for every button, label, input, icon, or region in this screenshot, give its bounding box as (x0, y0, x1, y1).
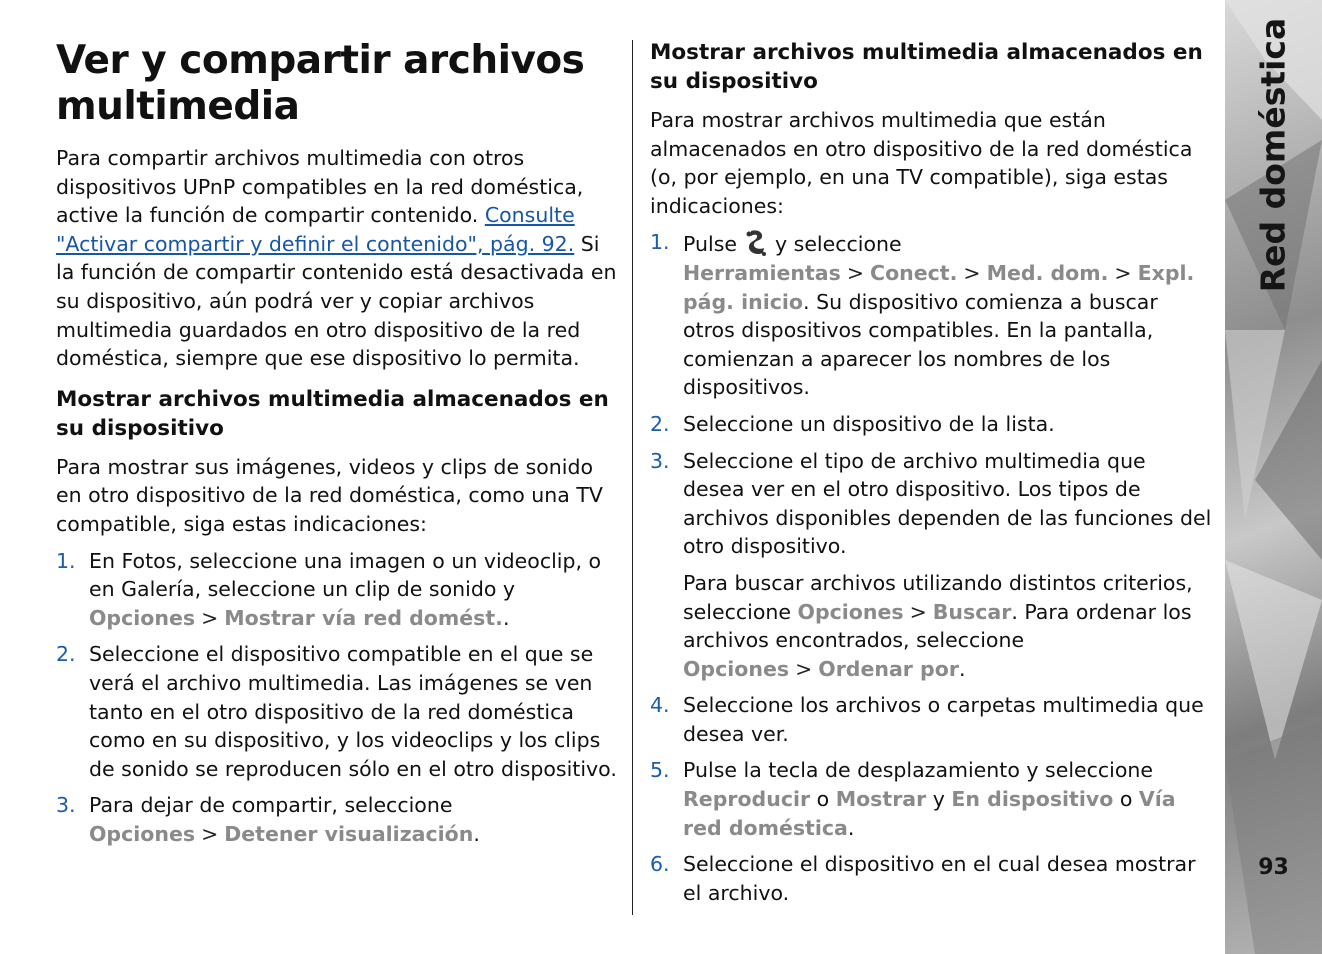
menu-separator: > (1114, 260, 1132, 285)
menu-separator: > (846, 260, 865, 285)
list-item: 2. Seleccione un dispositivo de la lista. (650, 410, 1212, 439)
menu-option: Mostrar (835, 787, 927, 812)
right-column (650, 38, 1212, 915)
menu-separator: > (963, 260, 981, 285)
menu-option: Buscar (932, 599, 1012, 624)
left-column (56, 38, 618, 856)
menu-separator: > (201, 605, 219, 630)
step-number: 4. (650, 693, 670, 718)
menu-option: Mostrar vía red domést. (224, 605, 503, 630)
menu-option: Detener visualización (224, 821, 474, 846)
list-item: 4. Seleccione los archivos o carpetas multimedia que desea ver. (650, 693, 1204, 746)
steps-list-right (650, 228, 1212, 907)
menu-option: Vía red doméstica (683, 787, 1176, 840)
list-item: 1. Pulse y seleccione Herramientas > Conect. > Med. dom. > Expl. pág. inicio. Su dispositivo comienza a buscar otros dispositivos compatibles. En la pantalla, comienzan a aparecer los nombres de los dispositivos. (650, 230, 1195, 400)
menu-option: Reproducir (683, 787, 811, 812)
menu-option: Ordenar por (818, 656, 959, 681)
menu-separator: > (795, 656, 813, 681)
menu-option: Opciones (89, 605, 196, 630)
section-paragraph-right: Para mostrar archivos multimedia que están almacenados en otro dispositivo de la red doméstica (o, por ejemplo, en una TV compatible), siga estas indicaciones: (650, 108, 1193, 218)
list-item: 2. Seleccione el dispositivo compatible en el que se verá el archivo multimedia. Las imágenes se ven tanto en el otro dispositivo de la red doméstica como en su dispositivo, y los videoclips y los clips de sonido se reproducen sólo en el otro dispositivo. (56, 642, 617, 781)
page-number: 93 (1258, 855, 1289, 880)
section-paragraph-left: Para mostrar sus imágenes, videos y clips de sonido en otro dispositivo de la red doméstica, como una TV compatible, siga estas indicaciones: (56, 454, 603, 536)
page-title: Ver y compartir archivos multimedia (56, 38, 585, 129)
list-item: 6. Seleccione el dispositivo en el cual desea mostrar el archivo. (650, 852, 1196, 905)
step-subparagraph: Para buscar archivos utilizando distintos criterios, seleccione Opciones > Buscar. Para ordenar los archivos encontrados, seleccione Opciones > Ordenar por. (683, 570, 1193, 681)
menu-option: En dispositivo (951, 787, 1114, 812)
menu-option: Conect. (870, 260, 958, 285)
cross-reference-link[interactable]: Consulte "Activar compartir y definir el contenido", pág. 92. (56, 203, 575, 256)
menu-key-icon (743, 228, 769, 258)
step-number: 3. (650, 448, 670, 473)
step-number: 1. (56, 548, 76, 573)
menu-option: Opciones (797, 599, 904, 624)
menu-option: Expl. pág. inicio (683, 260, 1195, 314)
list-item: 1. En Fotos, seleccione una imagen o un videoclip, o en Galería, seleccione un clip de sonido y Opciones > Mostrar vía red domést.. (56, 548, 602, 630)
step-number: 1. (650, 230, 670, 255)
menu-option: Opciones (89, 821, 196, 846)
section-heading-right: Mostrar archivos multimedia almacenados en su dispositivo (650, 40, 1203, 94)
step-number: 5. (650, 758, 670, 783)
step-number: 3. (56, 793, 76, 818)
list-item: 3. Seleccione el tipo de archivo multimedia que desea ver en el otro dispositivo. Los tipos de archivos disponibles dependen de las funciones del otro dispositivo. Para buscar archivos utilizando distintos criterios, seleccione Opciones > Buscar. Para ordenar los archivos encontrados, seleccione Opciones > Ordenar por. (650, 447, 1212, 684)
intro-paragraph: Para compartir archivos multimedia con otros dispositivos UPnP compatibles en la red doméstica, active la función de compartir contenido. Consulte "Activar compartir y definir el contenido", pág. 92. Si la función de compartir contenido está desactivada en su dispositivo, aún podrá ver y copiar archivos multimedia guardados en otro dispositivo de la red doméstica, siempre que ese dispositivo lo permita. (56, 146, 617, 371)
chapter-title: Red doméstica (1253, 17, 1293, 293)
step-number: 2. (56, 642, 76, 667)
menu-option: Med. dom. (986, 260, 1109, 285)
menu-separator: > (201, 821, 219, 846)
menu-option: Opciones (683, 656, 790, 681)
list-item: 5. Pulse la tecla de desplazamiento y seleccione Reproducir o Mostrar y En dispositivo o Vía red doméstica. (650, 758, 1176, 840)
menu-separator: > (909, 599, 927, 624)
steps-list-left (56, 547, 618, 849)
section-heading-left: Mostrar archivos multimedia almacenados en su dispositivo (56, 386, 609, 441)
menu-option: Herramientas (683, 260, 841, 285)
step-number: 2. (650, 411, 670, 436)
list-item: 3. Para dejar de compartir, seleccione Opciones > Detener visualización. (56, 793, 480, 846)
column-divider (632, 40, 633, 915)
chapter-sidebar (1225, 0, 1322, 954)
step-number: 6. (650, 852, 670, 877)
